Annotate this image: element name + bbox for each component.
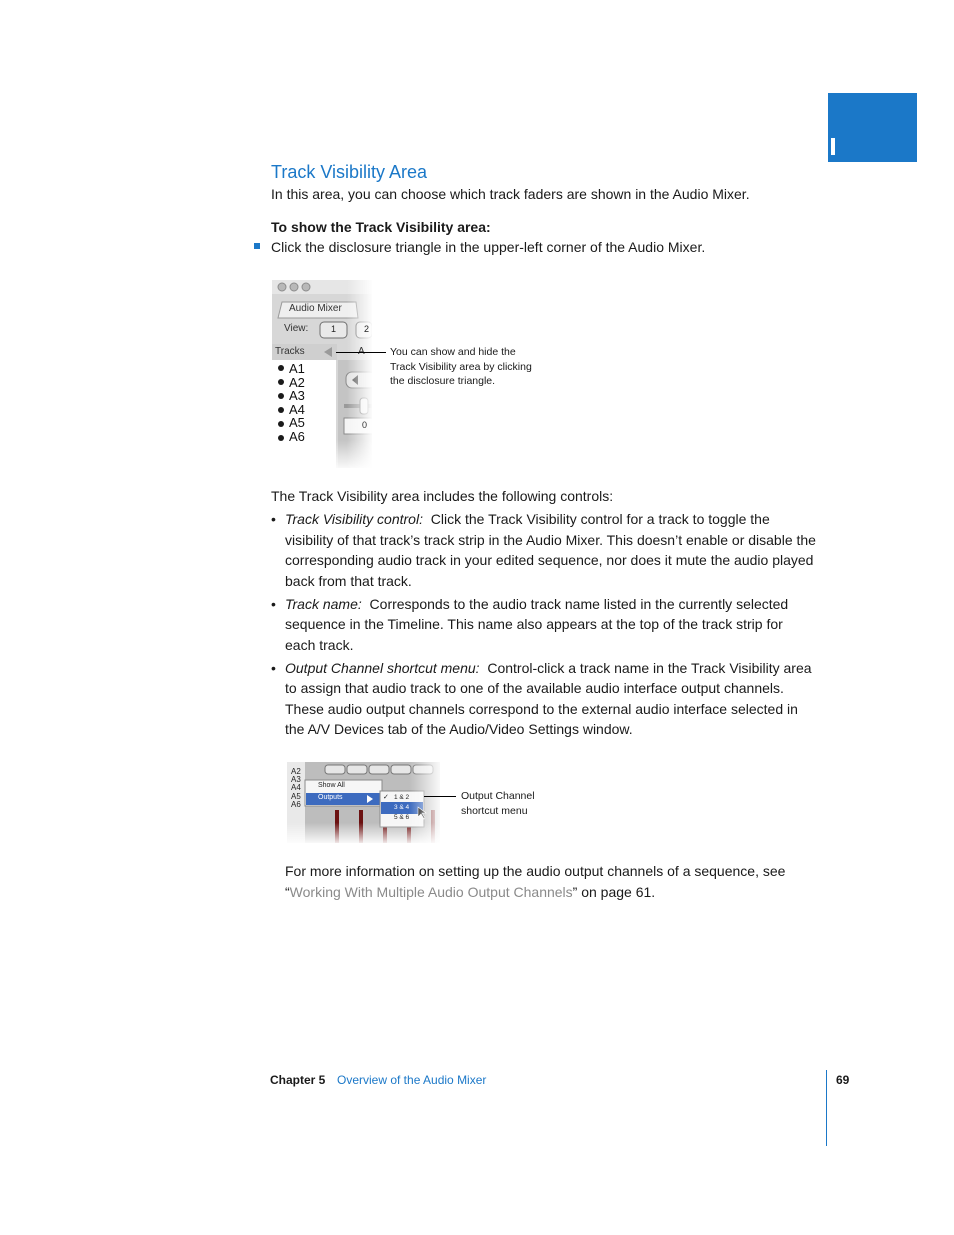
output-menu-screenshot	[287, 762, 440, 843]
callout-line: You can show and hide the	[390, 346, 516, 358]
list-item	[271, 658, 816, 740]
track-name[interactable]: A3	[289, 388, 305, 404]
bullet-dot: •	[271, 659, 276, 676]
step-bullet	[254, 243, 260, 249]
open-quote: “	[285, 883, 290, 900]
more-info-tail: ” on page 61.	[572, 883, 656, 900]
track-name-list	[291, 768, 301, 809]
pointer-cursor-icon	[417, 806, 427, 820]
view-label: View:	[284, 323, 309, 334]
task-heading: To show the Track Visibility area:	[271, 219, 491, 235]
controls-intro: The Track Visibility area includes the following controls:	[271, 488, 614, 504]
control-term: Track name:	[285, 595, 362, 612]
track-name[interactable]: A6	[291, 799, 301, 809]
track-name[interactable]: A4	[289, 401, 305, 417]
callout-line: Track Visibility area by clicking	[390, 360, 532, 373]
track-name[interactable]: A4	[291, 783, 301, 793]
track-name-list	[289, 362, 305, 444]
control-description: Control-click a track name in the Track Visibility area to assign that audio track to one of the available audio interface output channels. These audio output channels correspond to the external audio interface selected in the A/V Devices tab of the Audio/Video Settings window.	[285, 659, 812, 737]
list-item	[271, 509, 816, 591]
intro-text: In this area, you can choose which track faders are shown in the Audio Mixer.	[271, 186, 750, 202]
track-name[interactable]: A1	[289, 361, 305, 376]
control-term: Track Visibility control:	[285, 511, 423, 527]
callout-leader-line	[424, 796, 456, 797]
callout-line: the disclosure triangle.	[390, 375, 496, 387]
page-number: 69	[836, 1073, 850, 1087]
more-info-text	[285, 861, 825, 902]
step-text: Click the disclosure triangle in the upper-left corner of the Audio Mixer.	[271, 239, 706, 255]
controls-list	[271, 509, 816, 742]
control-term: Output Channel shortcut menu:	[285, 659, 480, 676]
figure1-callout	[390, 345, 532, 389]
track-name[interactable]: A5	[289, 415, 305, 431]
track-name[interactable]: A2	[289, 374, 305, 390]
callout-line: Output Channel	[461, 790, 535, 802]
callout-line: shortcut menu	[461, 804, 528, 817]
footer-chapter-title[interactable]: Overview of the Audio Mixer	[337, 1073, 487, 1087]
menu-item-show-all[interactable]: Show All	[318, 782, 345, 789]
mixer-window-title: Audio Mixer	[289, 303, 342, 314]
track-name[interactable]: A5	[291, 791, 301, 801]
control-description: Corresponds to the audio track name listed in the currently selected sequence in the Timeline. This name also appears at the top of the track strip for each track.	[285, 595, 789, 653]
cross-reference-link[interactable]: Working With Multiple Audio Output Channels	[289, 883, 573, 900]
chapter-tab-mark	[831, 138, 835, 155]
more-info-lead: For more information on setting up the audio output channels of a sequence, see	[285, 863, 786, 879]
submenu-item-3-4[interactable]: 3 & 4	[394, 804, 410, 811]
figure2-callout	[461, 789, 535, 818]
menu-item-outputs[interactable]: Outputs	[318, 794, 343, 801]
bullet-dot: •	[271, 595, 276, 612]
track-name[interactable]: A3	[291, 775, 301, 785]
bullet-dot: •	[271, 511, 276, 527]
track-name[interactable]: A2	[291, 767, 301, 776]
checkmark-icon: ✓	[383, 794, 389, 801]
chapter-tab	[828, 93, 917, 162]
fader-value: 0	[362, 420, 368, 430]
footer-rule	[826, 1070, 827, 1146]
footer-chapter: Chapter 5	[270, 1073, 326, 1087]
submenu-item-5-6[interactable]: 5 & 6	[394, 814, 410, 821]
audio-mixer-screenshot	[272, 280, 372, 468]
list-item	[271, 594, 816, 656]
track-name[interactable]: A6	[289, 428, 305, 444]
control-description: Click the Track Visibility control for a track to toggle the visibility of that track’s track strip in the Audio Mixer. This doesn’t enable or disable the corresponding audio track in your edited sequence, nor does it mute the audio played back from that track.	[285, 511, 816, 589]
view-2-button[interactable]: 2	[364, 324, 370, 334]
disclosure-triangle-icon[interactable]	[322, 344, 334, 360]
tracks-label: Tracks	[275, 346, 305, 357]
view-1-button[interactable]: 1	[331, 324, 337, 334]
callout-leader-line	[336, 352, 386, 353]
section-heading: Track Visibility Area	[271, 162, 428, 182]
submenu-item-1-2[interactable]: 1 & 2	[394, 794, 410, 801]
